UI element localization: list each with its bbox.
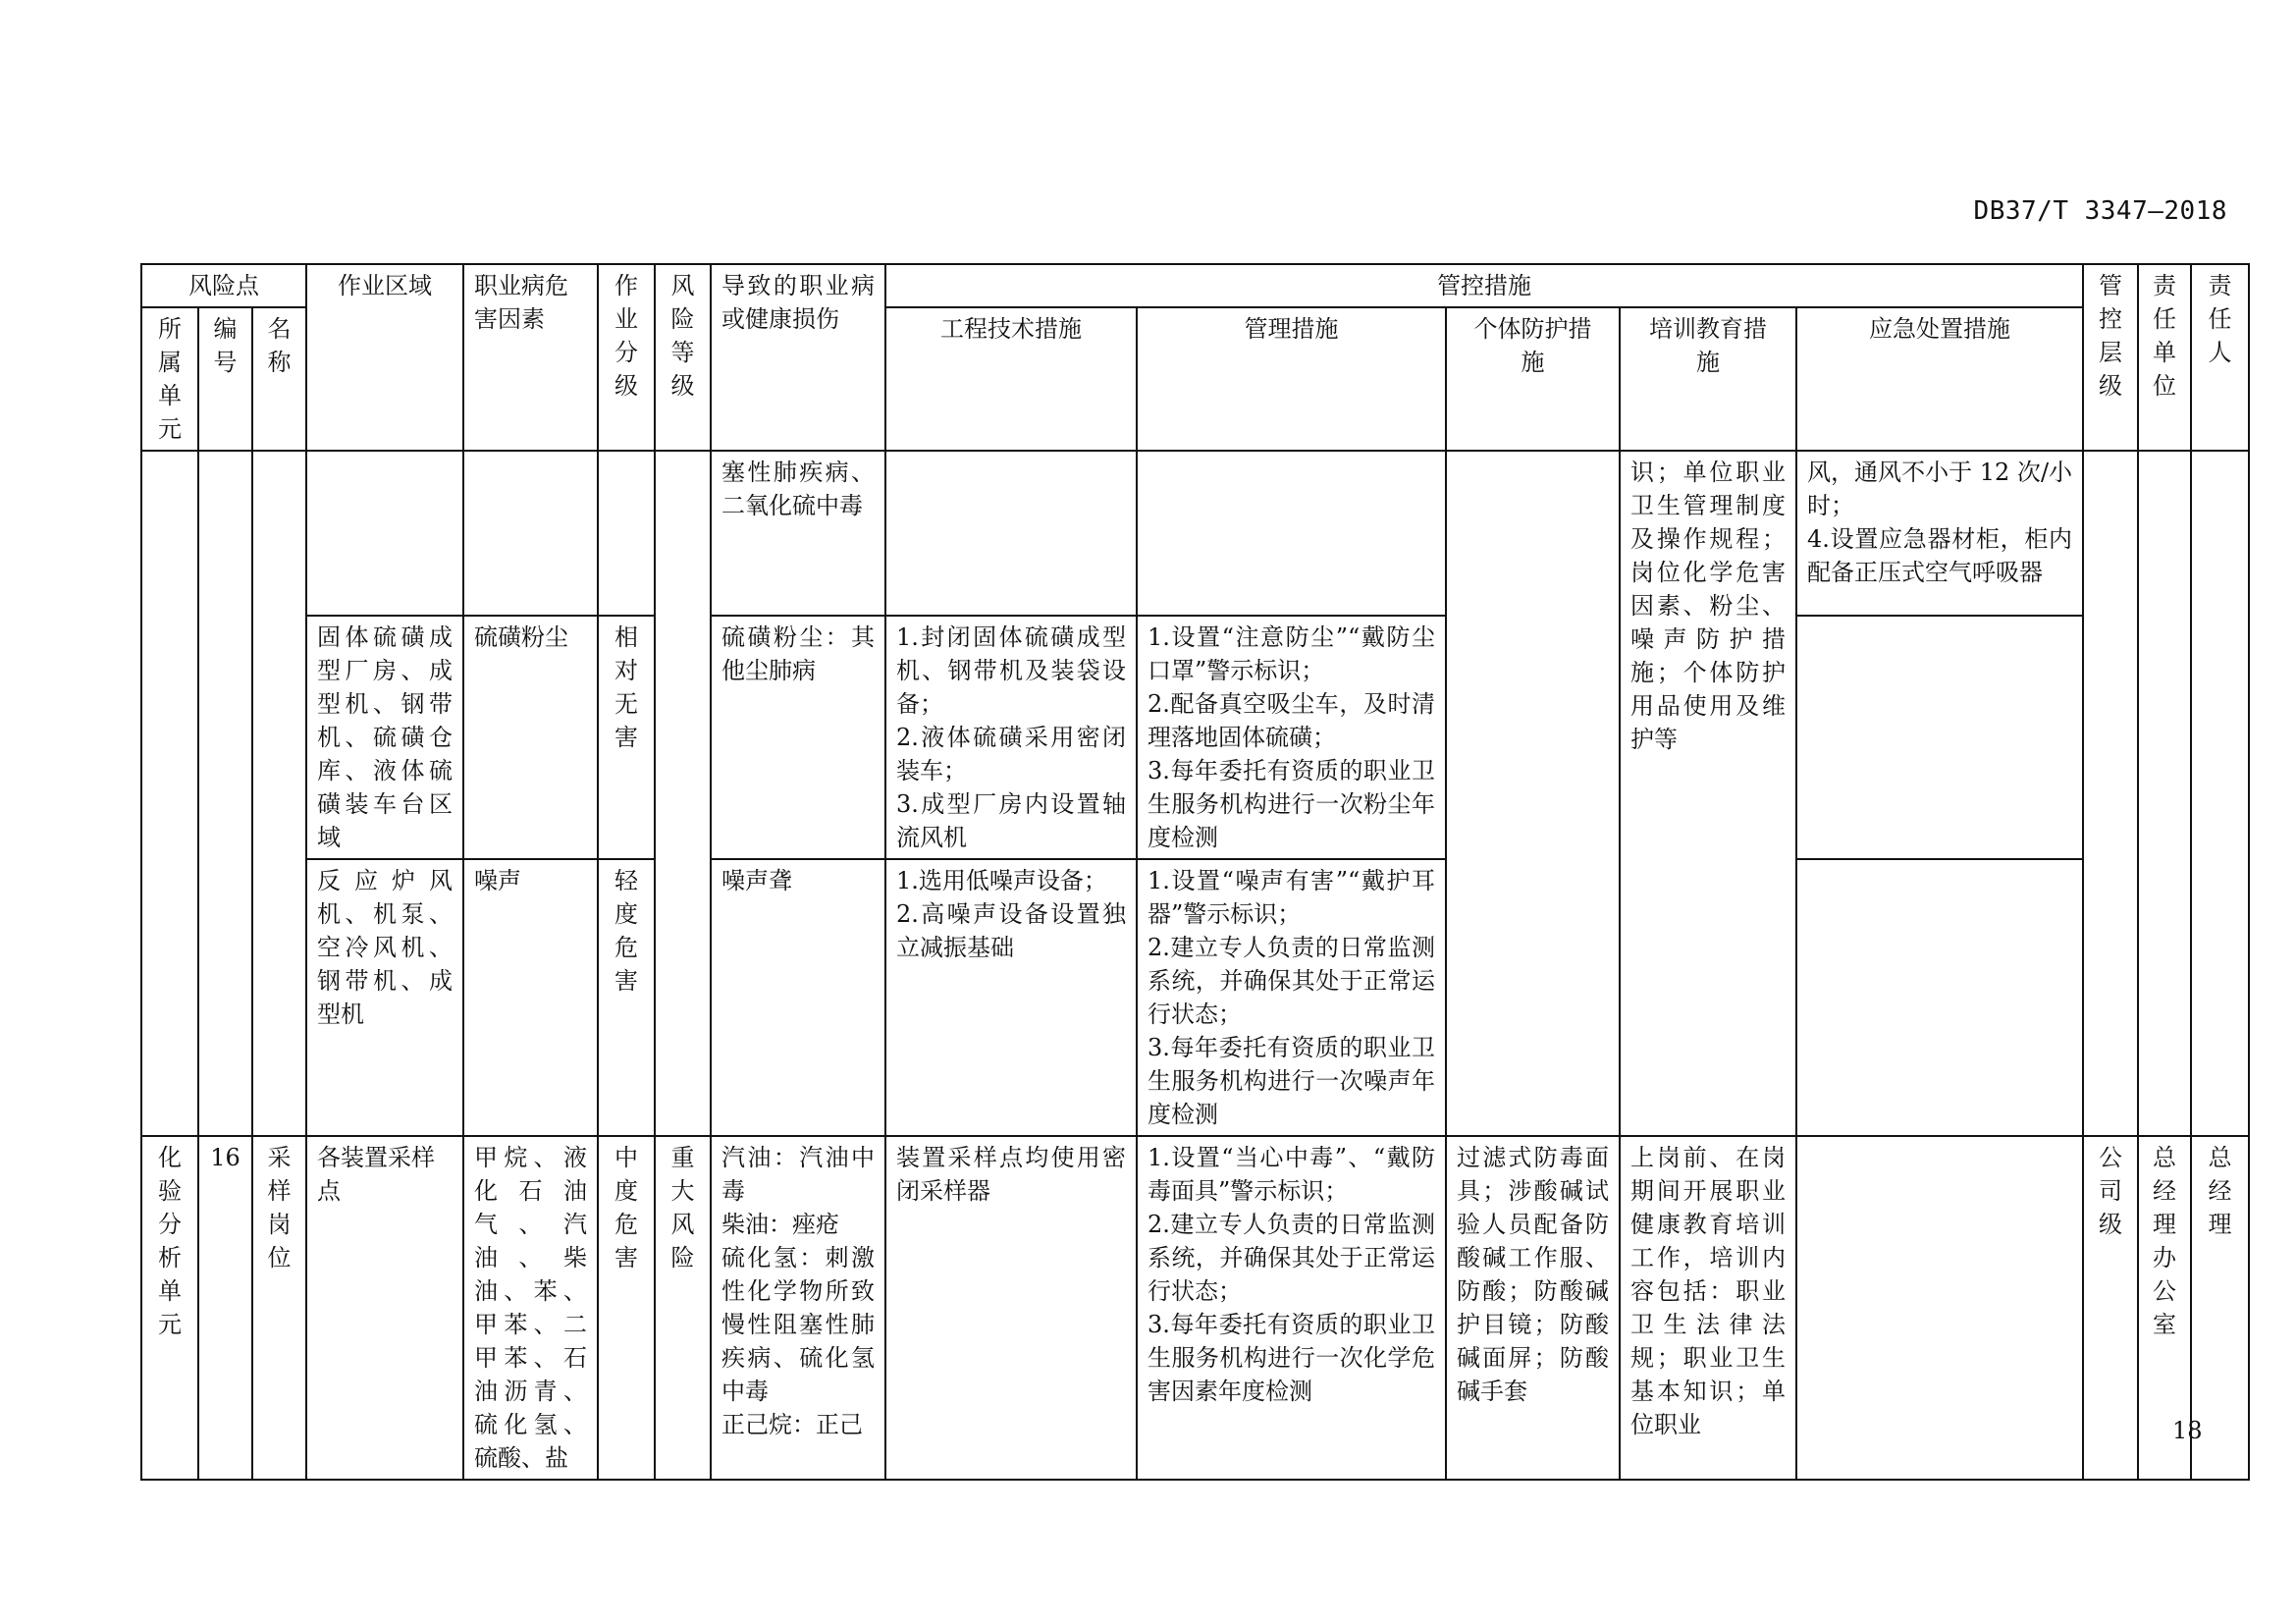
cell-resp-person-r4: 总经理	[2191, 1136, 2249, 1480]
cell-emergency-r1: 风，通风不小于 12 次/小时； 4.设置应急器材柜，柜内配备正压式空气呼吸器	[1796, 451, 2083, 616]
header-resp-unit: 责任单位	[2138, 264, 2191, 451]
header-hazard: 职业病危害因素	[463, 264, 598, 451]
header-name: 名称	[252, 307, 306, 451]
cell-work-area-r3: 反应炉风机、机泵、空冷风机、钢带机、成型机	[306, 859, 463, 1136]
header-emergency: 应急处置措施	[1796, 307, 2083, 451]
cell-work-grade-r3: 轻度危害	[598, 859, 655, 1136]
cell-management-r4: 1.设置“当心中毒”、“戴防毒面具”警示标识； 2.建立专人负责的日常监测系统，并确保其处于正常运行状态； 3.每年委托有资质的职业卫生服务机构进行一次化学危害因素年度检测	[1137, 1136, 1446, 1480]
cell-hazard-r2: 硫磺粉尘	[463, 616, 598, 859]
cell-work-grade-r4: 中度危害	[598, 1136, 655, 1480]
header-unit: 所属单元	[141, 307, 198, 451]
cell-emergency-r2	[1796, 616, 2083, 859]
cell-hazard-r3: 噪声	[463, 859, 598, 1136]
header-management: 管理措施	[1137, 307, 1446, 451]
cell-control-level-r4: 公司级	[2083, 1136, 2138, 1480]
cell-number-blank	[198, 451, 252, 1136]
cell-ppe-blank	[1446, 451, 1620, 1136]
cell-work-grade-r1	[598, 451, 655, 616]
cell-resp-unit-blank	[2138, 451, 2191, 1136]
cell-emergency-r4	[1796, 1136, 2083, 1480]
cell-hazard-r4: 甲烷、液化石油气、汽油、柴油、苯、甲苯、二甲苯、石油沥青、硫化氢、硫酸、盐	[463, 1136, 598, 1480]
cell-training-r4: 上岗前、在岗期间开展职业健康教育培训工作，培训内容包括：职业卫生法律法规；职业卫生基本知识；单位职业	[1620, 1136, 1796, 1480]
page-number: 18	[2172, 1417, 2203, 1444]
cell-hazard-r1	[463, 451, 598, 616]
cell-name-blank	[252, 451, 306, 1136]
header-risk-grade: 风险等级	[655, 264, 711, 451]
header-training: 培训教育措施	[1620, 307, 1796, 451]
cell-management-r3: 1.设置“噪声有害”“戴护耳器”警示标识； 2.建立专人负责的日常监测系统，并确保其处于正常运行状态； 3.每年委托有资质的职业卫生服务机构进行一次噪声年度检测	[1137, 859, 1446, 1136]
cell-disease-r4: 汽油：汽油中毒 柴油：痤疮 硫化氢：刺激性化学物所致慢性阻塞性肺疾病、硫化氢中毒 正己烷：正己	[711, 1136, 885, 1480]
document-number: DB37/T 3347—2018	[1973, 196, 2227, 226]
header-work-grade: 作业分级	[598, 264, 655, 451]
cell-training-r1: 识；单位职业卫生管理制度及操作规程；岗位化学危害因素、粉尘、噪声防护措施；个体防护用品使用及维护等	[1620, 451, 1796, 1136]
header-risk-point: 风险点	[141, 264, 306, 307]
cell-disease-r2: 硫磺粉尘：其他尘肺病	[711, 616, 885, 859]
cell-disease-r1: 塞性肺疾病、二氧化硫中毒	[711, 451, 885, 616]
cell-number-r4: 16	[198, 1136, 252, 1480]
cell-risk-grade-blank	[655, 451, 711, 1136]
header-engineering: 工程技术措施	[885, 307, 1137, 451]
risk-control-table	[140, 263, 2250, 1481]
header-control-level: 管控层级	[2083, 264, 2138, 451]
cell-unit-r4: 化验分析单元	[141, 1136, 198, 1480]
cell-control-level-blank	[2083, 451, 2138, 1136]
cell-emergency-r3	[1796, 859, 2083, 1136]
cell-engineering-r4: 装置采样点均使用密闭采样器	[885, 1136, 1137, 1480]
cell-resp-unit-r4: 总经理办公室	[2138, 1136, 2191, 1480]
cell-work-area-r2: 固体硫磺成型厂房、成型机、钢带机、硫磺仓库、液体硫磺装车台区域	[306, 616, 463, 859]
header-control-measures: 管控措施	[885, 264, 2083, 307]
cell-resp-person-blank	[2191, 451, 2249, 1136]
cell-work-area-r1	[306, 451, 463, 616]
header-disease: 导致的职业病或健康损伤	[711, 264, 885, 451]
cell-engineering-r3: 1.选用低噪声设备； 2.高噪声设备设置独立减振基础	[885, 859, 1137, 1136]
cell-engineering-r1	[885, 451, 1137, 616]
cell-risk-grade-r4: 重大风险	[655, 1136, 711, 1480]
header-work-area: 作业区域	[306, 264, 463, 451]
cell-work-grade-r2: 相对无害	[598, 616, 655, 859]
header-ppe: 个体防护措施	[1446, 307, 1620, 451]
cell-management-r2: 1.设置“注意防尘”“戴防尘口罩”警示标识； 2.配备真空吸尘车，及时清理落地固体硫磺； 3.每年委托有资质的职业卫生服务机构进行一次粉尘年度检测	[1137, 616, 1446, 859]
header-resp-person: 责任人	[2191, 264, 2249, 451]
cell-disease-r3: 噪声聋	[711, 859, 885, 1136]
cell-engineering-r2: 1.封闭固体硫磺成型机、钢带机及装袋设备； 2.液体硫磺采用密闭装车； 3.成型厂房内设置轴流风机	[885, 616, 1137, 859]
cell-unit-blank	[141, 451, 198, 1136]
cell-name-r4: 采样岗位	[252, 1136, 306, 1480]
cell-ppe-r4: 过滤式防毒面具；涉酸碱试验人员配备防酸碱工作服、防酸；防酸碱护目镜；防酸碱面屏；防酸碱手套	[1446, 1136, 1620, 1480]
header-number: 编号	[198, 307, 252, 451]
cell-work-area-r4: 各装置采样点	[306, 1136, 463, 1480]
cell-management-r1	[1137, 451, 1446, 616]
